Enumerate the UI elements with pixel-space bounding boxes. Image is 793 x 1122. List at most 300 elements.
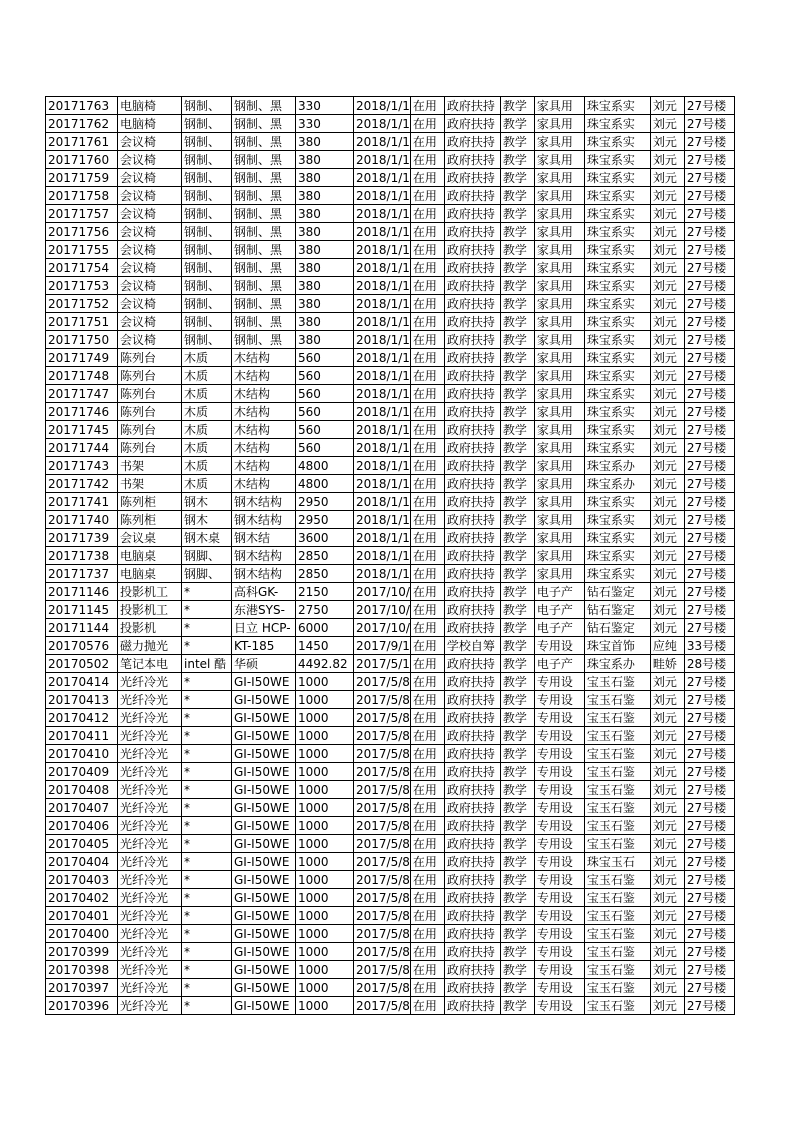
cell-usage: 教学 [500, 529, 534, 547]
cell-custodian: 刘元 [650, 529, 684, 547]
cell-date: 2017/5/8 [354, 691, 411, 709]
cell-material: 钢木 [182, 493, 232, 511]
cell-location: 27号楼 [684, 907, 734, 925]
cell-usage: 教学 [500, 367, 534, 385]
cell-department: 珠宝系实 [584, 403, 650, 421]
cell-location: 27号楼 [684, 223, 734, 241]
cell-custodian: 刘元 [650, 331, 684, 349]
cell-asset-name: 会议椅 [118, 133, 182, 151]
cell-custodian: 刘元 [650, 907, 684, 925]
cell-date: 2017/5/8 [354, 889, 411, 907]
cell-date: 2018/1/1 [354, 151, 411, 169]
cell-spec: 钢制、黑 [232, 97, 296, 115]
cell-funding-source: 政府扶持 [444, 439, 500, 457]
cell-custodian: 应纯 [650, 637, 684, 655]
cell-material: 钢制、 [182, 259, 232, 277]
cell-spec: GI-I50WE [232, 889, 296, 907]
cell-custodian: 刘元 [650, 709, 684, 727]
cell-custodian: 刘元 [650, 367, 684, 385]
cell-category: 专用设 [534, 763, 584, 781]
cell-spec: 钢制、黑 [232, 277, 296, 295]
cell-material: 钢制、 [182, 241, 232, 259]
table-row [46, 295, 735, 313]
cell-custodian: 刘元 [650, 691, 684, 709]
table-row [46, 817, 735, 835]
cell-material: * [182, 979, 232, 997]
cell-custodian: 刘元 [650, 511, 684, 529]
cell-usage: 教学 [500, 889, 534, 907]
cell-asset-name: 投影机工 [118, 583, 182, 601]
table-row [46, 439, 735, 457]
cell-spec: 钢木结 [232, 529, 296, 547]
cell-location: 27号楼 [684, 727, 734, 745]
cell-department: 钻石鉴定 [584, 583, 650, 601]
cell-department: 宝玉石鉴 [584, 997, 650, 1015]
cell-department: 珠宝系实 [584, 367, 650, 385]
cell-department: 珠宝系实 [584, 349, 650, 367]
cell-location: 27号楼 [684, 601, 734, 619]
cell-category: 专用设 [534, 745, 584, 763]
cell-asset-name: 会议椅 [118, 295, 182, 313]
cell-department: 珠宝系实 [584, 493, 650, 511]
cell-spec: 木结构 [232, 385, 296, 403]
cell-department: 钻石鉴定 [584, 601, 650, 619]
cell-location: 27号楼 [684, 133, 734, 151]
cell-category: 家具用 [534, 241, 584, 259]
cell-usage: 教学 [500, 619, 534, 637]
cell-spec: GI-I50WE [232, 925, 296, 943]
cell-category: 家具用 [534, 277, 584, 295]
cell-asset-name: 光纤冷光 [118, 889, 182, 907]
cell-location: 27号楼 [684, 817, 734, 835]
table-row [46, 385, 735, 403]
cell-status: 在用 [410, 529, 444, 547]
cell-price: 2850 [296, 547, 354, 565]
cell-location: 27号楼 [684, 925, 734, 943]
table-row [46, 259, 735, 277]
cell-funding-source: 政府扶持 [444, 493, 500, 511]
cell-material: 钢脚、 [182, 565, 232, 583]
cell-status: 在用 [410, 547, 444, 565]
cell-custodian: 刘元 [650, 259, 684, 277]
cell-price: 380 [296, 205, 354, 223]
cell-status: 在用 [410, 961, 444, 979]
cell-material: 钢木 [182, 511, 232, 529]
cell-asset-name: 光纤冷光 [118, 817, 182, 835]
cell-funding-source: 政府扶持 [444, 349, 500, 367]
cell-date: 2018/1/1 [354, 529, 411, 547]
cell-department: 珠宝系实 [584, 133, 650, 151]
cell-asset-id: 20171741 [46, 493, 118, 511]
cell-location: 27号楼 [684, 709, 734, 727]
cell-date: 2017/9/1 [354, 637, 411, 655]
table-row [46, 529, 735, 547]
cell-material: * [182, 997, 232, 1015]
cell-location: 27号楼 [684, 871, 734, 889]
cell-date: 2018/1/1 [354, 295, 411, 313]
cell-price: 1000 [296, 817, 354, 835]
cell-status: 在用 [410, 313, 444, 331]
cell-category: 家具用 [534, 259, 584, 277]
cell-material: * [182, 727, 232, 745]
cell-asset-id: 20171752 [46, 295, 118, 313]
cell-department: 珠宝系实 [584, 529, 650, 547]
cell-asset-name: 陈列台 [118, 349, 182, 367]
cell-material: * [182, 853, 232, 871]
cell-usage: 教学 [500, 745, 534, 763]
table-row [46, 583, 735, 601]
cell-asset-name: 光纤冷光 [118, 943, 182, 961]
cell-category: 专用设 [534, 673, 584, 691]
cell-date: 2018/1/1 [354, 169, 411, 187]
cell-department: 珠宝系实 [584, 547, 650, 565]
cell-usage: 教学 [500, 925, 534, 943]
cell-price: 2950 [296, 493, 354, 511]
cell-custodian: 刘元 [650, 475, 684, 493]
cell-location: 27号楼 [684, 151, 734, 169]
table-row [46, 511, 735, 529]
cell-status: 在用 [410, 907, 444, 925]
table-row [46, 673, 735, 691]
cell-location: 27号楼 [684, 457, 734, 475]
cell-department: 珠宝系实 [584, 169, 650, 187]
cell-usage: 教学 [500, 727, 534, 745]
cell-department: 宝玉石鉴 [584, 799, 650, 817]
cell-material: * [182, 745, 232, 763]
cell-usage: 教学 [500, 871, 534, 889]
cell-spec: 钢制、黑 [232, 295, 296, 313]
cell-category: 家具用 [534, 421, 584, 439]
table-row [46, 349, 735, 367]
cell-custodian: 刘元 [650, 205, 684, 223]
cell-usage: 教学 [500, 637, 534, 655]
cell-status: 在用 [410, 241, 444, 259]
cell-asset-id: 20171738 [46, 547, 118, 565]
cell-asset-name: 磁力抛光 [118, 637, 182, 655]
table-row [46, 421, 735, 439]
cell-material: * [182, 907, 232, 925]
cell-category: 电子产 [534, 601, 584, 619]
cell-price: 2150 [296, 583, 354, 601]
cell-asset-name: 陈列台 [118, 367, 182, 385]
cell-asset-id: 20171749 [46, 349, 118, 367]
table-row [46, 961, 735, 979]
cell-usage: 教学 [500, 169, 534, 187]
cell-spec: 钢木结构 [232, 493, 296, 511]
cell-category: 专用设 [534, 781, 584, 799]
cell-date: 2018/1/1 [354, 223, 411, 241]
cell-spec: GI-I50WE [232, 979, 296, 997]
cell-funding-source: 政府扶持 [444, 673, 500, 691]
cell-date: 2018/1/1 [354, 475, 411, 493]
cell-asset-name: 书架 [118, 457, 182, 475]
cell-asset-id: 20171740 [46, 511, 118, 529]
cell-asset-id: 20170502 [46, 655, 118, 673]
cell-asset-id: 20171146 [46, 583, 118, 601]
cell-usage: 教学 [500, 493, 534, 511]
cell-usage: 教学 [500, 997, 534, 1015]
cell-spec: GI-I50WE [232, 781, 296, 799]
cell-category: 专用设 [534, 799, 584, 817]
cell-usage: 教学 [500, 565, 534, 583]
cell-spec: GI-I50WE [232, 835, 296, 853]
cell-location: 28号楼 [684, 655, 734, 673]
cell-category: 家具用 [534, 457, 584, 475]
cell-funding-source: 政府扶持 [444, 763, 500, 781]
cell-spec: GI-I50WE [232, 691, 296, 709]
cell-location: 27号楼 [684, 313, 734, 331]
cell-custodian: 刘元 [650, 871, 684, 889]
cell-status: 在用 [410, 511, 444, 529]
cell-asset-id: 20171744 [46, 439, 118, 457]
cell-asset-id: 20171762 [46, 115, 118, 133]
cell-date: 2018/1/1 [354, 421, 411, 439]
cell-funding-source: 政府扶持 [444, 907, 500, 925]
cell-asset-name: 电脑椅 [118, 97, 182, 115]
cell-custodian: 刘元 [650, 439, 684, 457]
cell-usage: 教学 [500, 133, 534, 151]
cell-custodian: 刘元 [650, 169, 684, 187]
cell-category: 家具用 [534, 97, 584, 115]
table-row [46, 871, 735, 889]
cell-status: 在用 [410, 817, 444, 835]
cell-price: 1000 [296, 907, 354, 925]
cell-location: 27号楼 [684, 889, 734, 907]
cell-price: 4492.82 [296, 655, 354, 673]
cell-status: 在用 [410, 637, 444, 655]
cell-usage: 教学 [500, 205, 534, 223]
cell-price: 4800 [296, 475, 354, 493]
cell-location: 27号楼 [684, 205, 734, 223]
cell-price: 1000 [296, 709, 354, 727]
cell-usage: 教学 [500, 349, 534, 367]
cell-material: 钢制、 [182, 313, 232, 331]
cell-usage: 教学 [500, 781, 534, 799]
cell-location: 27号楼 [684, 403, 734, 421]
cell-status: 在用 [410, 223, 444, 241]
cell-custodian: 刘元 [650, 241, 684, 259]
cell-asset-id: 20171743 [46, 457, 118, 475]
cell-department: 珠宝系办 [584, 457, 650, 475]
cell-price: 1000 [296, 889, 354, 907]
cell-asset-id: 20171751 [46, 313, 118, 331]
cell-price: 2750 [296, 601, 354, 619]
cell-department: 宝玉石鉴 [584, 943, 650, 961]
cell-status: 在用 [410, 115, 444, 133]
cell-funding-source: 政府扶持 [444, 115, 500, 133]
cell-price: 1000 [296, 745, 354, 763]
cell-spec: 日立 HCP- [232, 619, 296, 637]
cell-funding-source: 政府扶持 [444, 223, 500, 241]
cell-category: 专用设 [534, 889, 584, 907]
cell-asset-name: 会议椅 [118, 205, 182, 223]
cell-category: 专用设 [534, 943, 584, 961]
cell-status: 在用 [410, 259, 444, 277]
cell-custodian: 刘元 [650, 583, 684, 601]
cell-status: 在用 [410, 403, 444, 421]
cell-location: 27号楼 [684, 583, 734, 601]
cell-department: 珠宝系实 [584, 385, 650, 403]
cell-custodian: 刘元 [650, 547, 684, 565]
table-row [46, 691, 735, 709]
cell-price: 1000 [296, 799, 354, 817]
table-row [46, 223, 735, 241]
cell-status: 在用 [410, 853, 444, 871]
cell-price: 380 [296, 295, 354, 313]
cell-price: 2950 [296, 511, 354, 529]
cell-custodian: 刘元 [650, 493, 684, 511]
cell-usage: 教学 [500, 151, 534, 169]
cell-custodian: 刘元 [650, 781, 684, 799]
cell-usage: 教学 [500, 115, 534, 133]
cell-category: 家具用 [534, 475, 584, 493]
cell-date: 2018/1/1 [354, 187, 411, 205]
cell-funding-source: 政府扶持 [444, 619, 500, 637]
cell-price: 1000 [296, 781, 354, 799]
cell-price: 380 [296, 277, 354, 295]
table-row [46, 565, 735, 583]
cell-price: 1450 [296, 637, 354, 655]
table-row [46, 457, 735, 475]
cell-category: 家具用 [534, 367, 584, 385]
cell-status: 在用 [410, 385, 444, 403]
cell-spec: 华硕 [232, 655, 296, 673]
cell-category: 专用设 [534, 907, 584, 925]
cell-date: 2018/1/1 [354, 133, 411, 151]
cell-asset-id: 20170410 [46, 745, 118, 763]
cell-date: 2017/5/8 [354, 763, 411, 781]
cell-funding-source: 政府扶持 [444, 709, 500, 727]
cell-status: 在用 [410, 745, 444, 763]
cell-category: 专用设 [534, 817, 584, 835]
cell-spec: 钢制、黑 [232, 133, 296, 151]
cell-funding-source: 政府扶持 [444, 853, 500, 871]
cell-usage: 教学 [500, 943, 534, 961]
cell-price: 380 [296, 223, 354, 241]
cell-asset-name: 光纤冷光 [118, 727, 182, 745]
cell-custodian: 刘元 [650, 961, 684, 979]
cell-asset-id: 20170413 [46, 691, 118, 709]
table-row [46, 853, 735, 871]
cell-price: 1000 [296, 691, 354, 709]
table-row [46, 781, 735, 799]
cell-material: 钢制、 [182, 223, 232, 241]
cell-funding-source: 政府扶持 [444, 277, 500, 295]
cell-material: 木质 [182, 457, 232, 475]
cell-asset-id: 20170576 [46, 637, 118, 655]
cell-funding-source: 政府扶持 [444, 511, 500, 529]
cell-date: 2018/1/1 [354, 403, 411, 421]
cell-status: 在用 [410, 799, 444, 817]
cell-funding-source: 政府扶持 [444, 691, 500, 709]
table-row [46, 637, 735, 655]
table-row [46, 763, 735, 781]
cell-department: 钻石鉴定 [584, 619, 650, 637]
cell-asset-name: 光纤冷光 [118, 979, 182, 997]
cell-category: 专用设 [534, 691, 584, 709]
cell-asset-name: 光纤冷光 [118, 997, 182, 1015]
cell-material: * [182, 817, 232, 835]
cell-custodian: 刘元 [650, 979, 684, 997]
cell-spec: 钢制、黑 [232, 223, 296, 241]
cell-status: 在用 [410, 421, 444, 439]
cell-status: 在用 [410, 691, 444, 709]
cell-usage: 教学 [500, 241, 534, 259]
cell-date: 2017/5/8 [354, 853, 411, 871]
cell-asset-id: 20170407 [46, 799, 118, 817]
cell-usage: 教学 [500, 385, 534, 403]
cell-status: 在用 [410, 439, 444, 457]
cell-usage: 教学 [500, 439, 534, 457]
cell-date: 2017/5/8 [354, 979, 411, 997]
cell-asset-id: 20171745 [46, 421, 118, 439]
cell-status: 在用 [410, 349, 444, 367]
cell-material: 木质 [182, 385, 232, 403]
cell-funding-source: 政府扶持 [444, 655, 500, 673]
cell-department: 宝玉石鉴 [584, 961, 650, 979]
cell-asset-name: 光纤冷光 [118, 835, 182, 853]
cell-material: * [182, 601, 232, 619]
cell-price: 1000 [296, 871, 354, 889]
cell-spec: 木结构 [232, 475, 296, 493]
cell-asset-id: 20171758 [46, 187, 118, 205]
cell-price: 3600 [296, 529, 354, 547]
cell-asset-id: 20171739 [46, 529, 118, 547]
cell-usage: 教学 [500, 259, 534, 277]
cell-funding-source: 政府扶持 [444, 727, 500, 745]
cell-funding-source: 学校自筹 [444, 637, 500, 655]
cell-asset-id: 20171748 [46, 367, 118, 385]
cell-material: 钢木桌 [182, 529, 232, 547]
cell-spec: GI-I50WE [232, 709, 296, 727]
table-row [46, 835, 735, 853]
cell-category: 专用设 [534, 979, 584, 997]
cell-funding-source: 政府扶持 [444, 385, 500, 403]
cell-spec: 木结构 [232, 367, 296, 385]
cell-asset-name: 会议椅 [118, 241, 182, 259]
cell-asset-id: 20170400 [46, 925, 118, 943]
cell-location: 27号楼 [684, 367, 734, 385]
cell-asset-id: 20170411 [46, 727, 118, 745]
cell-department: 珠宝系实 [584, 295, 650, 313]
cell-spec: GI-I50WE [232, 673, 296, 691]
cell-location: 27号楼 [684, 745, 734, 763]
table-row [46, 133, 735, 151]
cell-location: 27号楼 [684, 421, 734, 439]
table-row [46, 745, 735, 763]
cell-category: 专用设 [534, 637, 584, 655]
cell-funding-source: 政府扶持 [444, 745, 500, 763]
cell-material: 木质 [182, 403, 232, 421]
cell-department: 珠宝系实 [584, 439, 650, 457]
cell-usage: 教学 [500, 187, 534, 205]
cell-usage: 教学 [500, 961, 534, 979]
cell-date: 2017/5/8 [354, 745, 411, 763]
cell-custodian: 刘元 [650, 295, 684, 313]
cell-price: 1000 [296, 673, 354, 691]
cell-spec: KT-185 [232, 637, 296, 655]
cell-usage: 教学 [500, 673, 534, 691]
cell-price: 380 [296, 169, 354, 187]
cell-category: 电子产 [534, 655, 584, 673]
cell-status: 在用 [410, 277, 444, 295]
cell-status: 在用 [410, 835, 444, 853]
asset-table [45, 96, 735, 1015]
cell-price: 380 [296, 313, 354, 331]
cell-usage: 教学 [500, 907, 534, 925]
cell-usage: 教学 [500, 709, 534, 727]
cell-custodian: 刘元 [650, 853, 684, 871]
